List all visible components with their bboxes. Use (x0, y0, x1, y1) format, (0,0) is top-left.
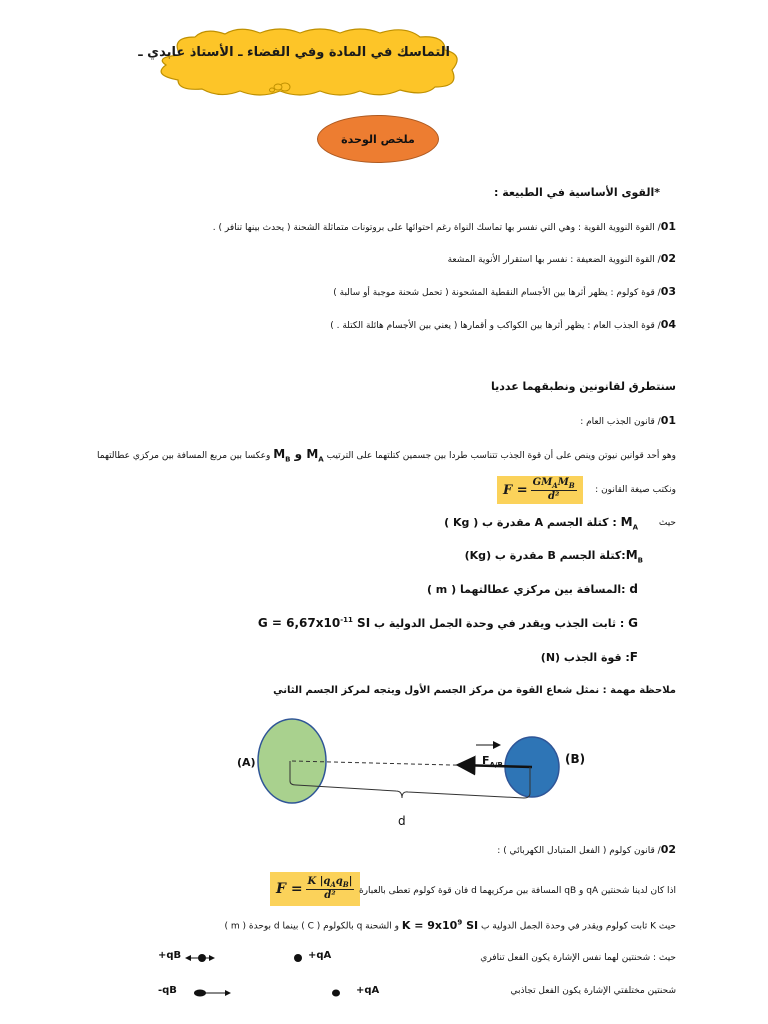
same-sign-note: حيث : شحنتين لهما نفس الإشارة يكون الفعل تنافري (480, 953, 676, 963)
charge-qb-minus: -qB (158, 985, 177, 996)
important-note: ملاحظة مهمة : نمثل شعاع القوة من مركز الجسم الأول ويتجه لمركز الجسم الثاني (273, 685, 676, 696)
charge-qa-plus: +qA (308, 950, 332, 961)
summary-badge (317, 115, 439, 163)
page-title: التماسك في المادة وفي الفضاء ـ الأستاذ عابدي ـ (138, 45, 450, 60)
force-item-3: 03/ قوة كولوم : يظهر أثرها بين الأجسام النقطية المشحونة ( تحمل شحنة موجبة أو سالبة ) (333, 285, 676, 298)
force-label: $F_{A/B}$ (482, 754, 503, 770)
gravity-law-title: 01/ قانون الجذب العام : (580, 414, 676, 427)
opposite-sign-note: شحنتين مختلفتي الإشارة يكون الفعل تجاذبي (510, 986, 676, 996)
formula-label: ونكتب صيغة القانون : (595, 485, 676, 495)
title-cloud-shape (140, 25, 480, 100)
distance-label: d (398, 814, 406, 828)
laws-heading: سنتطرق لقانونين ونطبقهما عدديا (490, 380, 676, 393)
summary-label: ملخص الوحدة (341, 132, 415, 146)
def-distance: d :المسافة بين مركزي عطالتهما ( m ) (426, 582, 638, 596)
where-label: حيث (658, 518, 676, 528)
charge-qb-plus: +qB (158, 950, 182, 961)
forces-heading: *القوى الأساسية في الطبيعة : (494, 186, 660, 199)
force-item-2: 02/ القوة النووية الضعيفة : نفسر بها استقرار الأنوية المشعة (447, 252, 676, 265)
coulomb-desc: اذا كان لدينا شحنتين qA و qB المسافة بين مركزيهما d فان قوة كولوم تعطى بالعبارة (358, 886, 676, 896)
def-force: F: قوة الجذب (N) (540, 650, 638, 664)
attraction-diagram (150, 980, 380, 1004)
force-item-4: 04/ قوة الجذب العام : يظهر أثرها بين الكواكب و أقمارها ( يعني بين الأجسام هائلة الكتلة . ) (330, 318, 676, 331)
coulomb-law-title: 02/ قانون كولوم ( الفعل المتبادل الكهربائي ) : (497, 843, 676, 856)
def-mass-b: $M_B:كتلة$ الجسم B مقدرة ب (Kg) (464, 548, 643, 565)
force-item-1: 01/ القوة النووية القوية : وهي التي نفسر بها تماسك النواة رغم احتوائها على بروتونات متماثلة الشحنة ( يحدث بينها تنافر ) . (212, 220, 676, 233)
label-body-a: (A) (237, 756, 256, 769)
gravity-formula: F = $\frac{GM_AM_B}{\text{d²}}$ (497, 476, 583, 504)
coulomb-k-line: حيث K ثابت كولوم ويقدر في وحدة الجمل الدولية ب $K = 9x10^9$ SI و الشحنة q بالكولوم ( C ) بينما d بوحدة ( m ) (224, 918, 676, 932)
def-g-constant: G : ثابت الجذب ويقدر في وحدة الجمل الدولية ب $G = 6,67x10^{-11}$ SI (257, 616, 638, 630)
def-mass-a: $M_A$ : كتلة الجسم A مقدرة ب ( Kg ) (444, 515, 638, 532)
charge-qa-plus-2: +qA (356, 985, 380, 996)
gravity-law-desc: وهو أحد قوانين نيوتن وينص على أن قوة الجذب تتناسب طردا بين جسمين كتلتهما على الترتيب $M_A$ و $M_B$ وعكسا بين مربع المسافة بين مركزي عطالتهما (97, 447, 676, 464)
coulomb-formula: F = $\frac{K |q_Aq_B|}{\text{d²}}$ (270, 872, 360, 906)
label-body-b: (B) (565, 752, 586, 766)
